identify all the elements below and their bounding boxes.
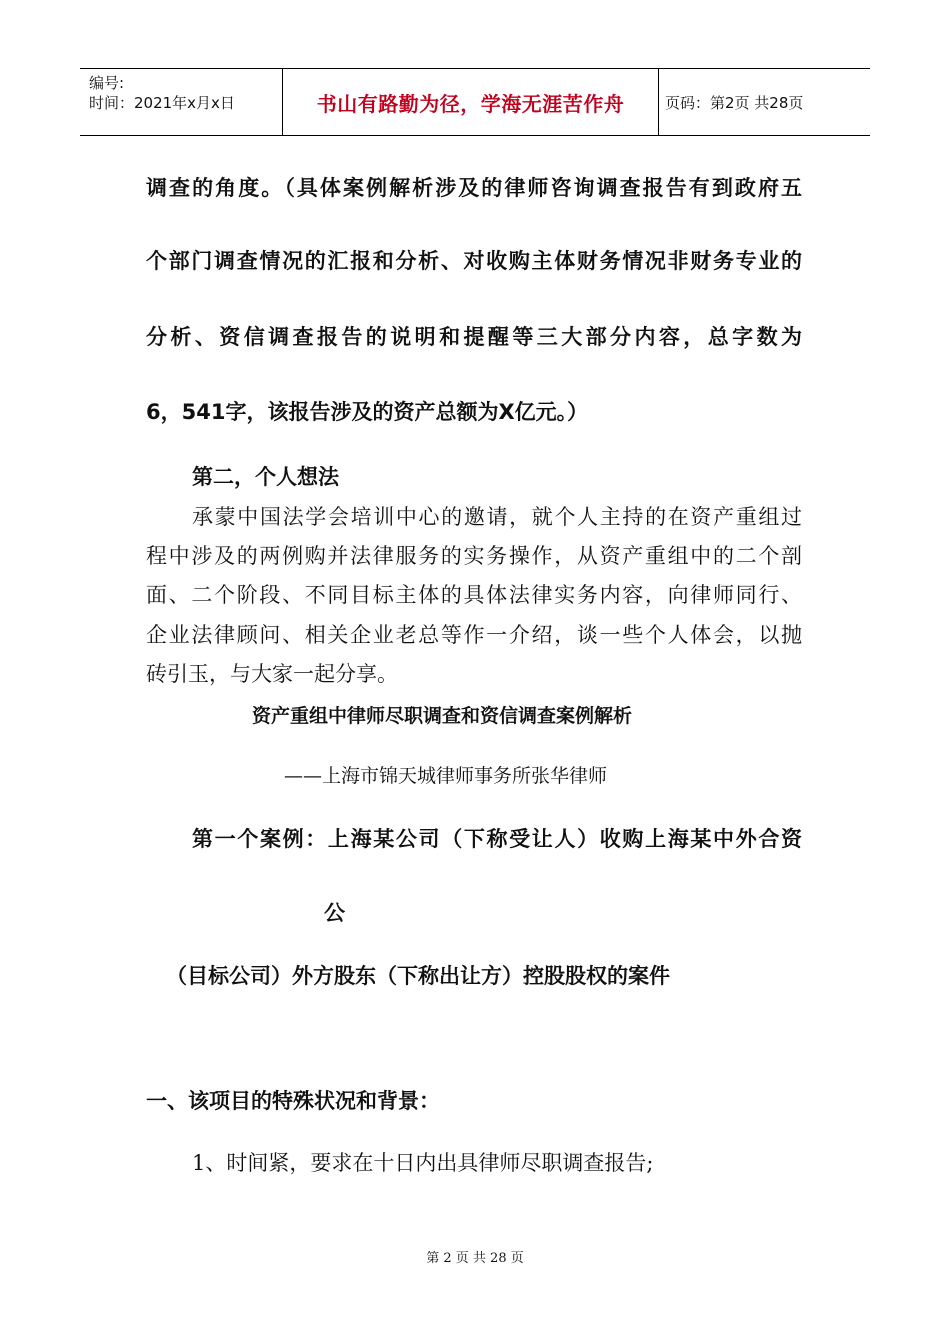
date-label: 时间：2021年x月x日 [89, 94, 235, 112]
case1-line-1: 第一个案例：上海某公司（下称受让人）收购上海某中外合资 [192, 827, 802, 851]
p2-line-2: 程中涉及的两例购并法律服务的实务操作，从资产重组中的二个剖 [146, 544, 802, 568]
p2-line-5: 砖引玉，与大家一起分享。 [146, 662, 398, 686]
p1-line-3: 分析、资信调查报告的说明和提醒等三大部分内容，总字数为 [146, 325, 802, 349]
section-heading: 一、该项目的特殊状况和背景： [146, 1089, 440, 1113]
case1-line-2: 公 [324, 901, 345, 925]
p1-line-4: 6，541字，该报告涉及的资产总额为X亿元。） [146, 400, 589, 424]
article-author: ——上海市锦天城律师事务所张华律师 [284, 765, 608, 787]
p1-line-2: 个部门调查情况的汇报和分析、对收购主体财务情况非财务专业的 [146, 249, 802, 273]
p2-line-3: 面、二个阶段、不同目标主体的具体法律实务内容，向律师同行、 [146, 583, 802, 607]
page-footer: 第 2 页 共 28 页 [426, 1251, 524, 1266]
header-meta [80, 69, 283, 135]
case1-line-3: （目标公司）外方股东（下称出让方）控股股权的案件 [166, 964, 670, 988]
document-header [80, 68, 870, 136]
number-label: 编号: [89, 74, 125, 92]
p2-line-1: 承蒙中国法学会培训中心的邀请，就个人主持的在资产重组过 [192, 505, 802, 529]
p2-line-4: 企业法律顾问、相关企业老总等作一介绍，谈一些个人体会，以抛 [146, 623, 802, 647]
header-page-info: 页码：第2页 共28页 [665, 93, 804, 112]
p1-line-1: 调查的角度。（具体案例解析涉及的律师咨询调查报告有到政府五 [146, 176, 802, 200]
article-title: 资产重组中律师尽职调查和资信调查案例解析 [252, 705, 633, 727]
header-motto: 书山有路勤为径，学海无涯苦作舟 [283, 69, 659, 135]
section2-title: 第二，个人想法 [192, 465, 339, 489]
list-item-1: 1、时间紧，要求在十日内出具律师尽职调查报告; [192, 1151, 654, 1175]
